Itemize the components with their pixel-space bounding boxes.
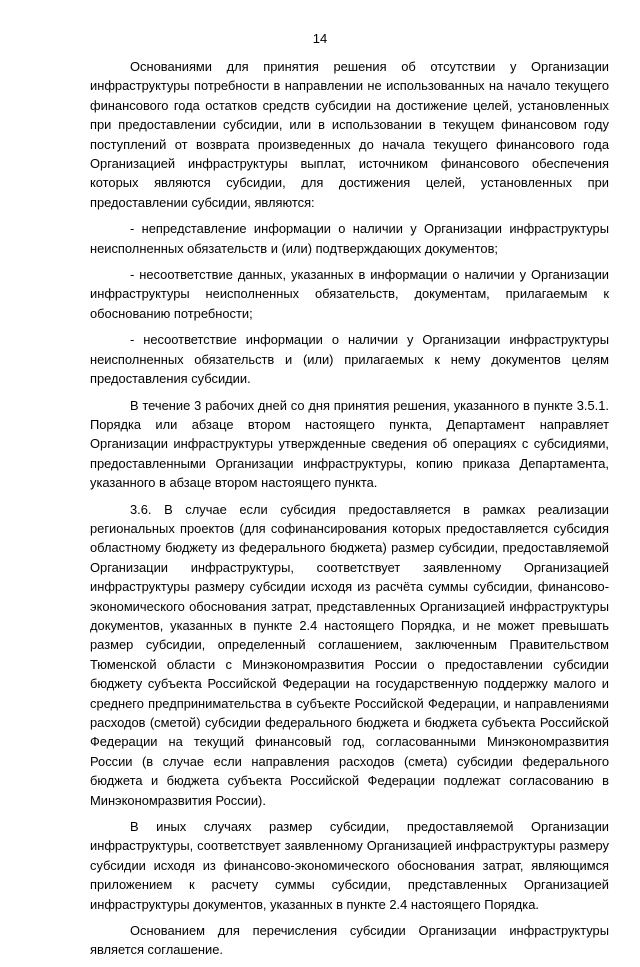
paragraph-section-3-6: 3.6. В случае если субсидия предоставляется в рамках реализации региональных проектов (для софинансирования которых предоставляется субсидия областному бюджету из федерального бюджета) размер субсидии, предоставляемой Организации инфраструктуры, соответствует заявленному Организацией инфраструктуры размеру субсидии исходя из расчёта суммы субсидии, финансово-экономического обоснования затрат, представленных Организацией инфраструктуры документов, указанных в пункте 2.4 настоящего Порядка, и не может превышать размер субсидии, определенный соглашением, заключенным Правительством Тюменской области с Минэкономразвития России о предоставлении субсидии бюджету субъекта Российской Федерации на государственную поддержку малого и среднего предпринимательства в субъекте Российской Федерации, и направлениями расходов (сметой) субсидии федерального бюджета и бюджета субъекта Российской Федерации на текущий финансовый год, согласованными Минэкономразвития России (в случае если направления расходов (смета) субсидии федерального бюджета и бюджета субъекта Российской Федерации подлежат согласованию в Минэкономразвития России). xyxy=(90,501,609,808)
paragraph-grounds-for-decision: Основаниями для принятия решения об отсутствии у Организации инфраструктуры потребности в направлении не использованных на начало текущего финансового года остатков средств субсидии на достижение целей, установленных при предоставлении субсидии, или в использовании в текущем финансовом году поступлений от возврата произведенных до начала текущего финансового года Организацией инфраструктуры выплат, источником финансового обеспечения которых являются субсидии, для достижения целей, установленных при предоставлении субсидии, являются: xyxy=(90,59,609,210)
paragraph-basis-for-transfer: Основанием для перечисления субсидии Организации инфраструктуры является соглашение. xyxy=(90,923,609,958)
document-body xyxy=(90,57,609,967)
paragraph-list-item-data-mismatch: - несоответствие данных, указанных в информации о наличии у Организации инфраструктуры неисполненных обязательств, документам, прилагаемым к обоснованию потребности; xyxy=(90,267,609,321)
page-number: 14 xyxy=(312,31,328,46)
paragraph-list-item-purpose-mismatch: - несоответствие информации о наличии у Организации инфраструктуры неисполненных обязательств и (или) прилагаемых к нему документов целям предоставления субсидии. xyxy=(90,332,609,387)
paragraph-list-item-non-submission: - непредставление информации о наличии у Организации инфраструктуры неисполненных обязательств и (или) подтверждающих документов; xyxy=(90,221,609,256)
paragraph-other-cases: В иных случаях размер субсидии, предоставляемой Организации инфраструктуры, соответствует заявленному Организацией инфраструктуры размеру субсидии исходя из финансово-экономического обоснования затрат, являющимся приложением к расчету суммы субсидии, представленных Организацией инфраструктуры документов, указанных в пункте 2.4 настоящего Порядка. xyxy=(90,819,609,912)
paragraph-within-3-days: В течение 3 рабочих дней со дня принятия решения, указанного в пункте 3.5.1. Порядка или абзаце втором настоящего пункта, Департамент направляет Организации инфраструктуры утвержденные сведения об операциях с субсидиями, предоставленными Организации инфраструктуры, копию приказа Департамента, указанного в абзаце втором настоящего пункта. xyxy=(90,397,609,491)
